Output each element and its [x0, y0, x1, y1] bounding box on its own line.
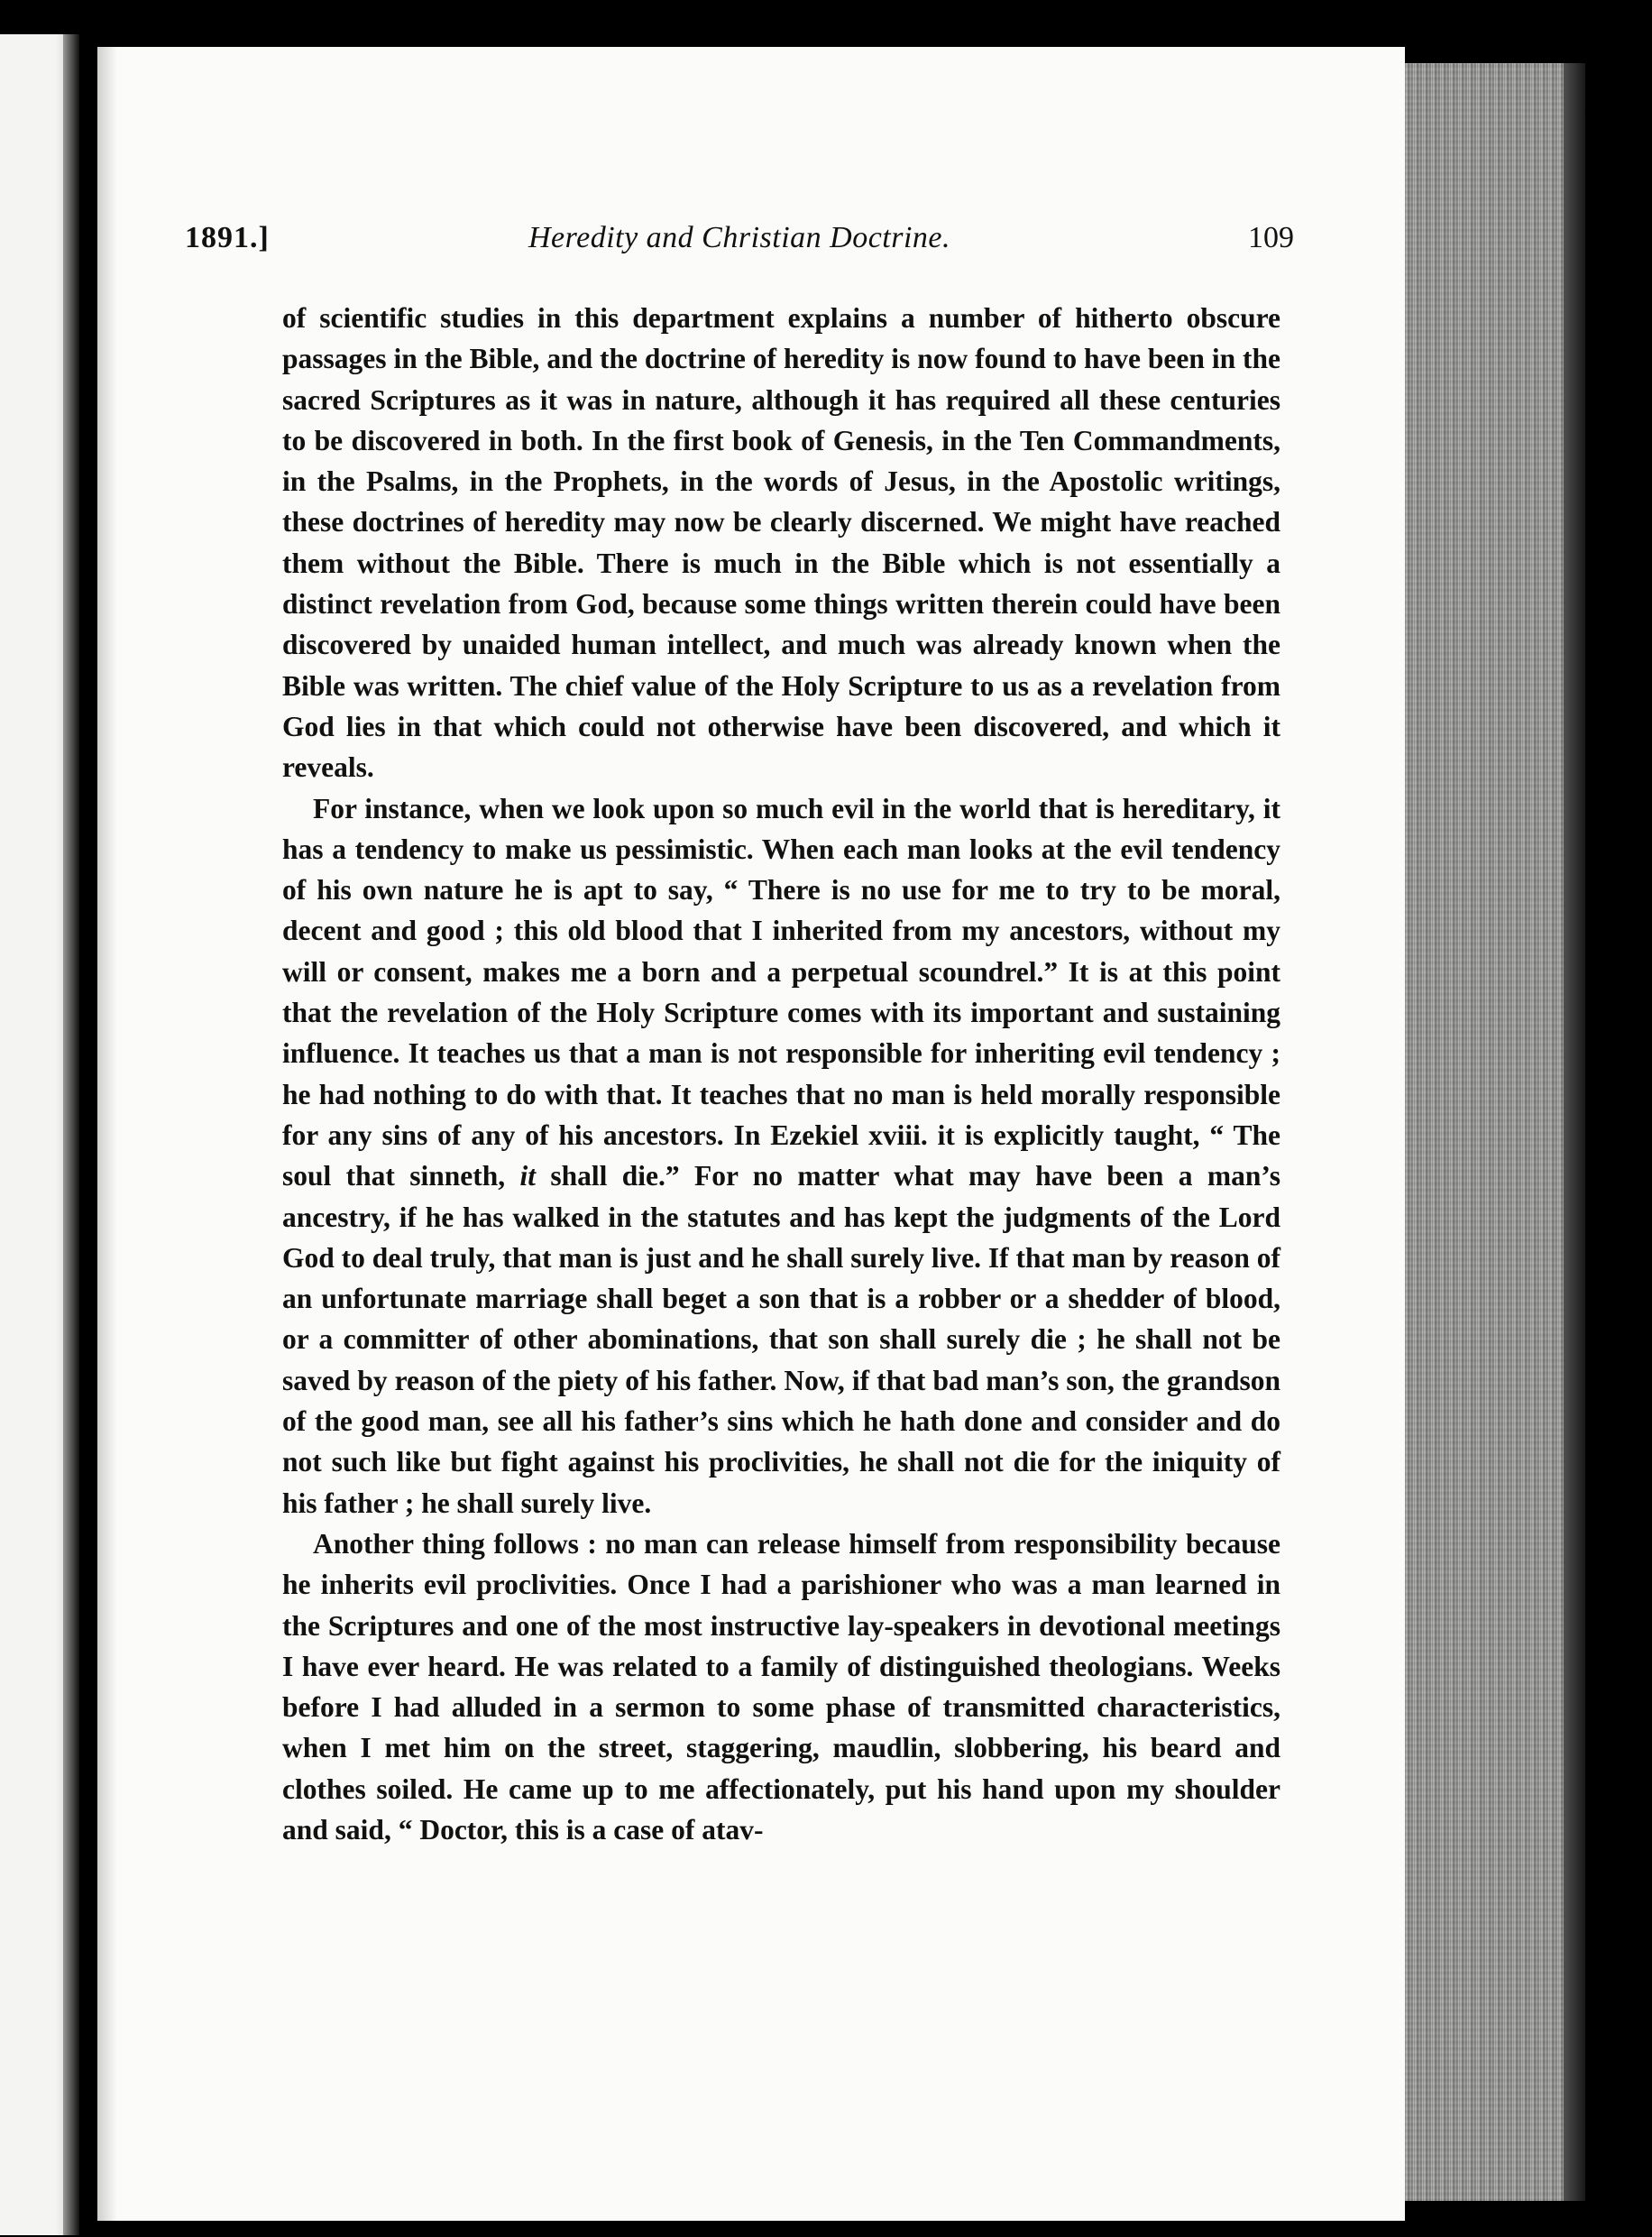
running-head	[185, 221, 1294, 266]
paragraph-2-text-b: shall die.” For no matter what may have been a man’s ancestry, if he has walked in the statutes and has kept the judgments of the Lord God to deal truly, that man is just and he shall surely live. If that man by reason of an unfortunate marriage shall beget a son that is a robber or a shedder of blood, or a committer of other abominations, that son shall surely die ; he shall not be saved by reason of the piety of his father. Now, if that bad man’s son, the grandson of the good man, see all his father’s sins which he hath done and consider and do not such like but fight against his proclivities, he shall not die for the iniquity of his father ; he shall surely live.	[282, 1160, 1280, 1519]
paragraph-3	[282, 1524, 1280, 1850]
page-fore-edge	[1405, 63, 1585, 2201]
paragraph-2-italic: it	[519, 1160, 537, 1192]
paragraph-3-text: Another thing follows : no man can release himself from responsibility because he inherits evil proclivities. Once I had a parishioner who was a man learned in the Scriptures and one of the most instructive lay-speakers in devotional meetings I have ever heard. He was related to a family of distinguished theologians. Weeks before I had alluded in a sermon to some phase of transmitted characteristics, when I met him on the street, staggering, maudlin, slobbering, his beard and clothes soiled. He came up to me affectionately, put his hand upon my shoulder and said, “ Doctor, this is a case of atav-	[282, 1527, 1280, 1846]
paragraph-2	[282, 788, 1280, 1524]
running-head-year: 1891.]	[185, 221, 270, 254]
paragraph-1-text: of scientific studies in this department explains a number of hitherto obscure passages in the Bible, and the doctrine of heredity is now found to have been in the sacred Scriptures as it was in nature, although it has required all these centuries to be discovered in both. In the first book of Genesis, in the Ten Commandments, in the Psalms, in the Prophets, in the words of Jesus, in the Apostolic writings, these doctrines of heredity may now be clearly discerned. We might have reached them without the Bible. There is much in the Bible which is not essentially a distinct revelation from God, because some things written therein could have been discovered by unaided human intellect, and much was already known when the Bible was written. The chief value of the Holy Scripture to us as a revelation from God lies in that which could not otherwise have been discovered, and which it reveals.	[282, 302, 1280, 784]
page-number: 109	[1248, 221, 1294, 254]
paragraph-1	[282, 298, 1280, 788]
body-text	[282, 298, 1280, 1850]
paragraph-2-text-a: For instance, when we look upon so much evil in the world that is hereditary, it has a tendency to make us pessimistic. When each man looks at the evil tendency of his own nature he is apt to say, “ There is no use for me to try to be moral, decent and good ; this old blood that I inherited from my ancestors, without my will or consent, makes me a born and a perpetual scoundrel.” It is at this point that the revelation of the Holy Scripture comes with its important and sustaining influence. It teaches us that a man is not responsible for inheriting evil tendency ; he had nothing to do with that. It teaches that no man is held morally responsible for any sins of any of his ancestors. In Ezekiel xviii. it is explicitly taught, “ The soul that sinneth,	[282, 792, 1280, 1192]
facing-page-edge	[0, 34, 79, 2235]
running-head-title: Heredity and Christian Doctrine.	[528, 221, 951, 254]
